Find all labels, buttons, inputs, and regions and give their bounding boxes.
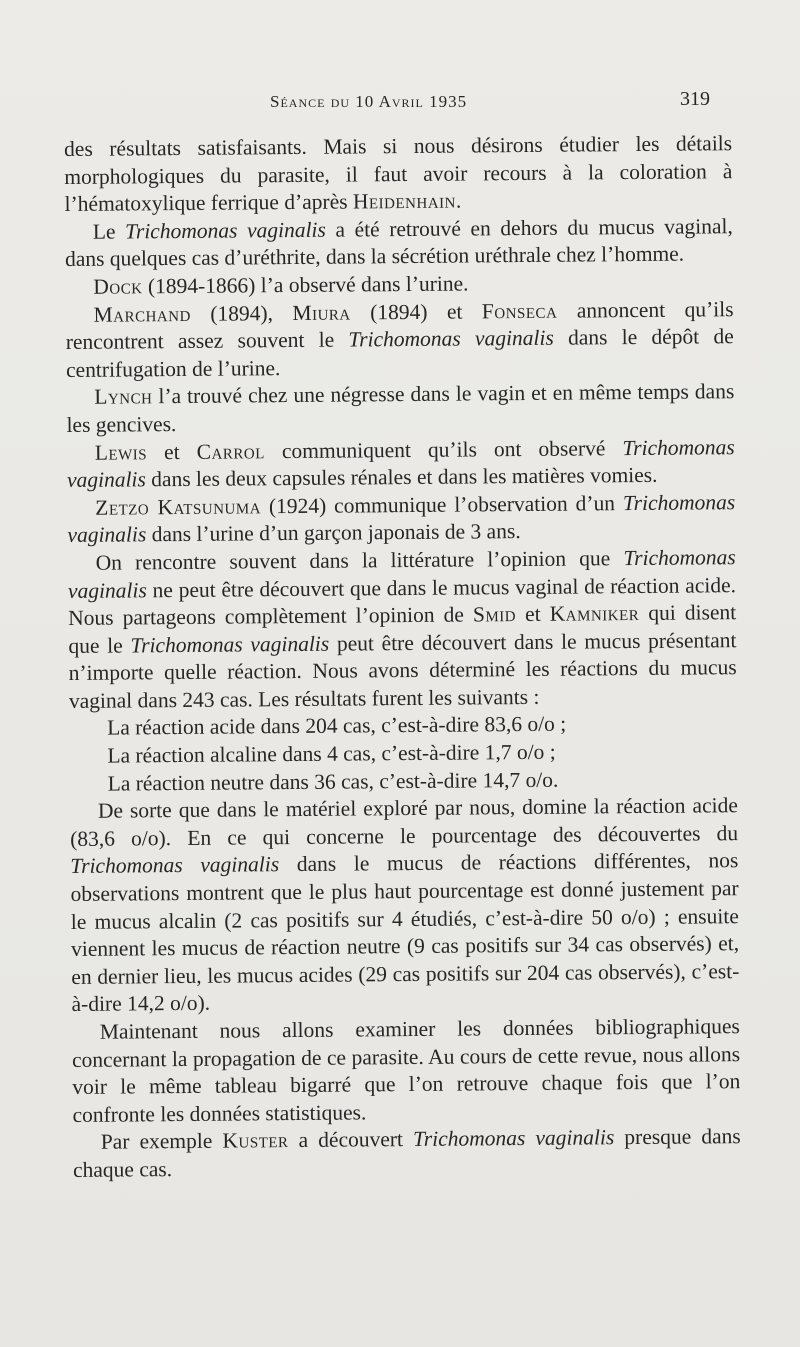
text-run: des résultats satisfaisants. Mais si nous désirons étudier les détails morphologiques du parasite, il faut avoir recours à la coloration à l’hématoxylique ferrique d’après (64, 131, 733, 217)
author-name: Lynch (94, 384, 153, 410)
paragraph (70, 792, 740, 1019)
text-run: Maintenant nous allons examiner les données bibliographiques concernant la propagation de ce parasite. Au cours de cette revue, nous allons voir le même tableau bigarré que l’on retrouve chaque fois que l’on confronte les données statistiques. (71, 1014, 741, 1127)
text-run: (1924) communique l’observation d’un (260, 490, 624, 519)
text-run: (1894-1866) l’a observé dans l’urine. (142, 271, 469, 299)
author-name: Fonseca (481, 298, 558, 323)
paragraph (65, 213, 733, 274)
italic-term: Trichomonas vaginalis (348, 325, 554, 352)
page-number: 319 (680, 88, 710, 110)
text-run: qui disent que le (68, 600, 737, 658)
paragraph (72, 1013, 741, 1129)
text-run: l’a trouvé chez une négresse dans le vagin et en même temps dans les gencives. (66, 379, 735, 437)
paragraph (67, 489, 735, 550)
text-run: a été retrouvé en dehors du mucus vaginal, dans quelques cas d’uréthrite, dans la sécrétion uréthrale chez l’homme. (64, 213, 733, 272)
author-name: Heidenhain (352, 188, 457, 214)
text-run: presque dans chaque cas. (72, 1124, 741, 1182)
paragraph (64, 130, 733, 219)
text-run: Par exemple (100, 1129, 223, 1155)
paragraph (65, 296, 734, 385)
text-run: (1894) et (350, 298, 482, 325)
author-name: Kuster (222, 1128, 289, 1154)
running-header: Séance du 10 Avril 1935 (270, 92, 468, 111)
author-name: Miura (292, 300, 351, 325)
text-run: dans le dépôt de centrifugation de l’urine. (65, 324, 734, 382)
italic-term: Trichomonas vaginalis (66, 434, 735, 493)
italic-term: Trichomonas vaginalis (130, 631, 330, 658)
body-text (64, 130, 741, 1184)
text-run: dans le mucus de réactions différentes, nos observations montrent que le plus haut pourcentage est donné justement par le mucus alcalin (2 cas positifs sur 4 étudiés, c’est-à-dire 50 o/o) ; ensuite viennent les mucus de réaction neutre (9 cas positifs sur 34 cas observés) et, en dernier lieu, les mucus acides (29 cas positifs sur 204 cas observés), c’est-à-dire 14,2 o/o). (70, 848, 740, 1017)
italic-term: Trichomonas vaginalis (125, 217, 326, 244)
paragraph (68, 544, 737, 715)
paragraph (66, 379, 734, 440)
author-name: Carrol (196, 438, 265, 464)
text-run: . (455, 188, 462, 213)
italic-term: Trichomonas vaginalis (67, 489, 736, 548)
text-run: communiquent qu’ils ont observé (264, 435, 623, 463)
text-run: et (515, 601, 550, 627)
paragraph (73, 1124, 741, 1185)
author-name: Lewis (94, 439, 148, 465)
italic-term: Trichomonas vaginalis (70, 852, 280, 879)
author-name: Zetzo Katsunuma (95, 494, 262, 520)
author-name: Kamniker (549, 601, 640, 626)
text-run: ne peut être découvert que dans le mucus vaginal de réaction acide. Nous partageons complètement l’opinion de (68, 572, 737, 631)
text-run: On rencontre souvent dans la littérature l’opinion que (95, 546, 624, 575)
author-name: Smid (472, 602, 517, 627)
author-name: Dock (93, 274, 143, 299)
text-run: La réaction neutre dans 36 cas, c’est-à-dire 14,7 o/o. (107, 767, 559, 796)
text-run: a découvert (288, 1127, 414, 1153)
text-run: La réaction alcaline dans 4 cas, c’est-à-dire 1,7 o/o ; (107, 739, 556, 768)
italic-term: Trichomonas vaginalis (412, 1125, 615, 1152)
text-run: De sorte que dans le matériel exploré par nous, domine la réaction acide (83,6 o/o). En ce qui concerne le pourcentage des découvertes du (70, 793, 739, 851)
text-run: dans l’urine d’un garçon japonais de 3 ans. (146, 519, 521, 547)
text-run: peut être découvert dans le mucus présentant n’importe quelle réaction. Nous avons déterminé les réactions du mucus vaginal dans 243 cas. Les résultats furent les suivants : (68, 627, 737, 713)
text-run: et (146, 439, 197, 464)
text-run: dans les deux capsules rénales et dans les matières vomies. (145, 462, 658, 492)
text-run: La réaction acide dans 204 cas, c’est-à-dire 83,6 o/o ; (107, 712, 567, 741)
text-run: (1894), (190, 300, 293, 326)
paragraph (67, 434, 735, 495)
text-run: Le (92, 219, 126, 244)
author-name: Marchand (93, 301, 191, 327)
italic-term: Trichomonas vaginalis (67, 545, 736, 603)
text-run: annoncent qu’ils rencontrent assez souvent le (65, 296, 734, 355)
